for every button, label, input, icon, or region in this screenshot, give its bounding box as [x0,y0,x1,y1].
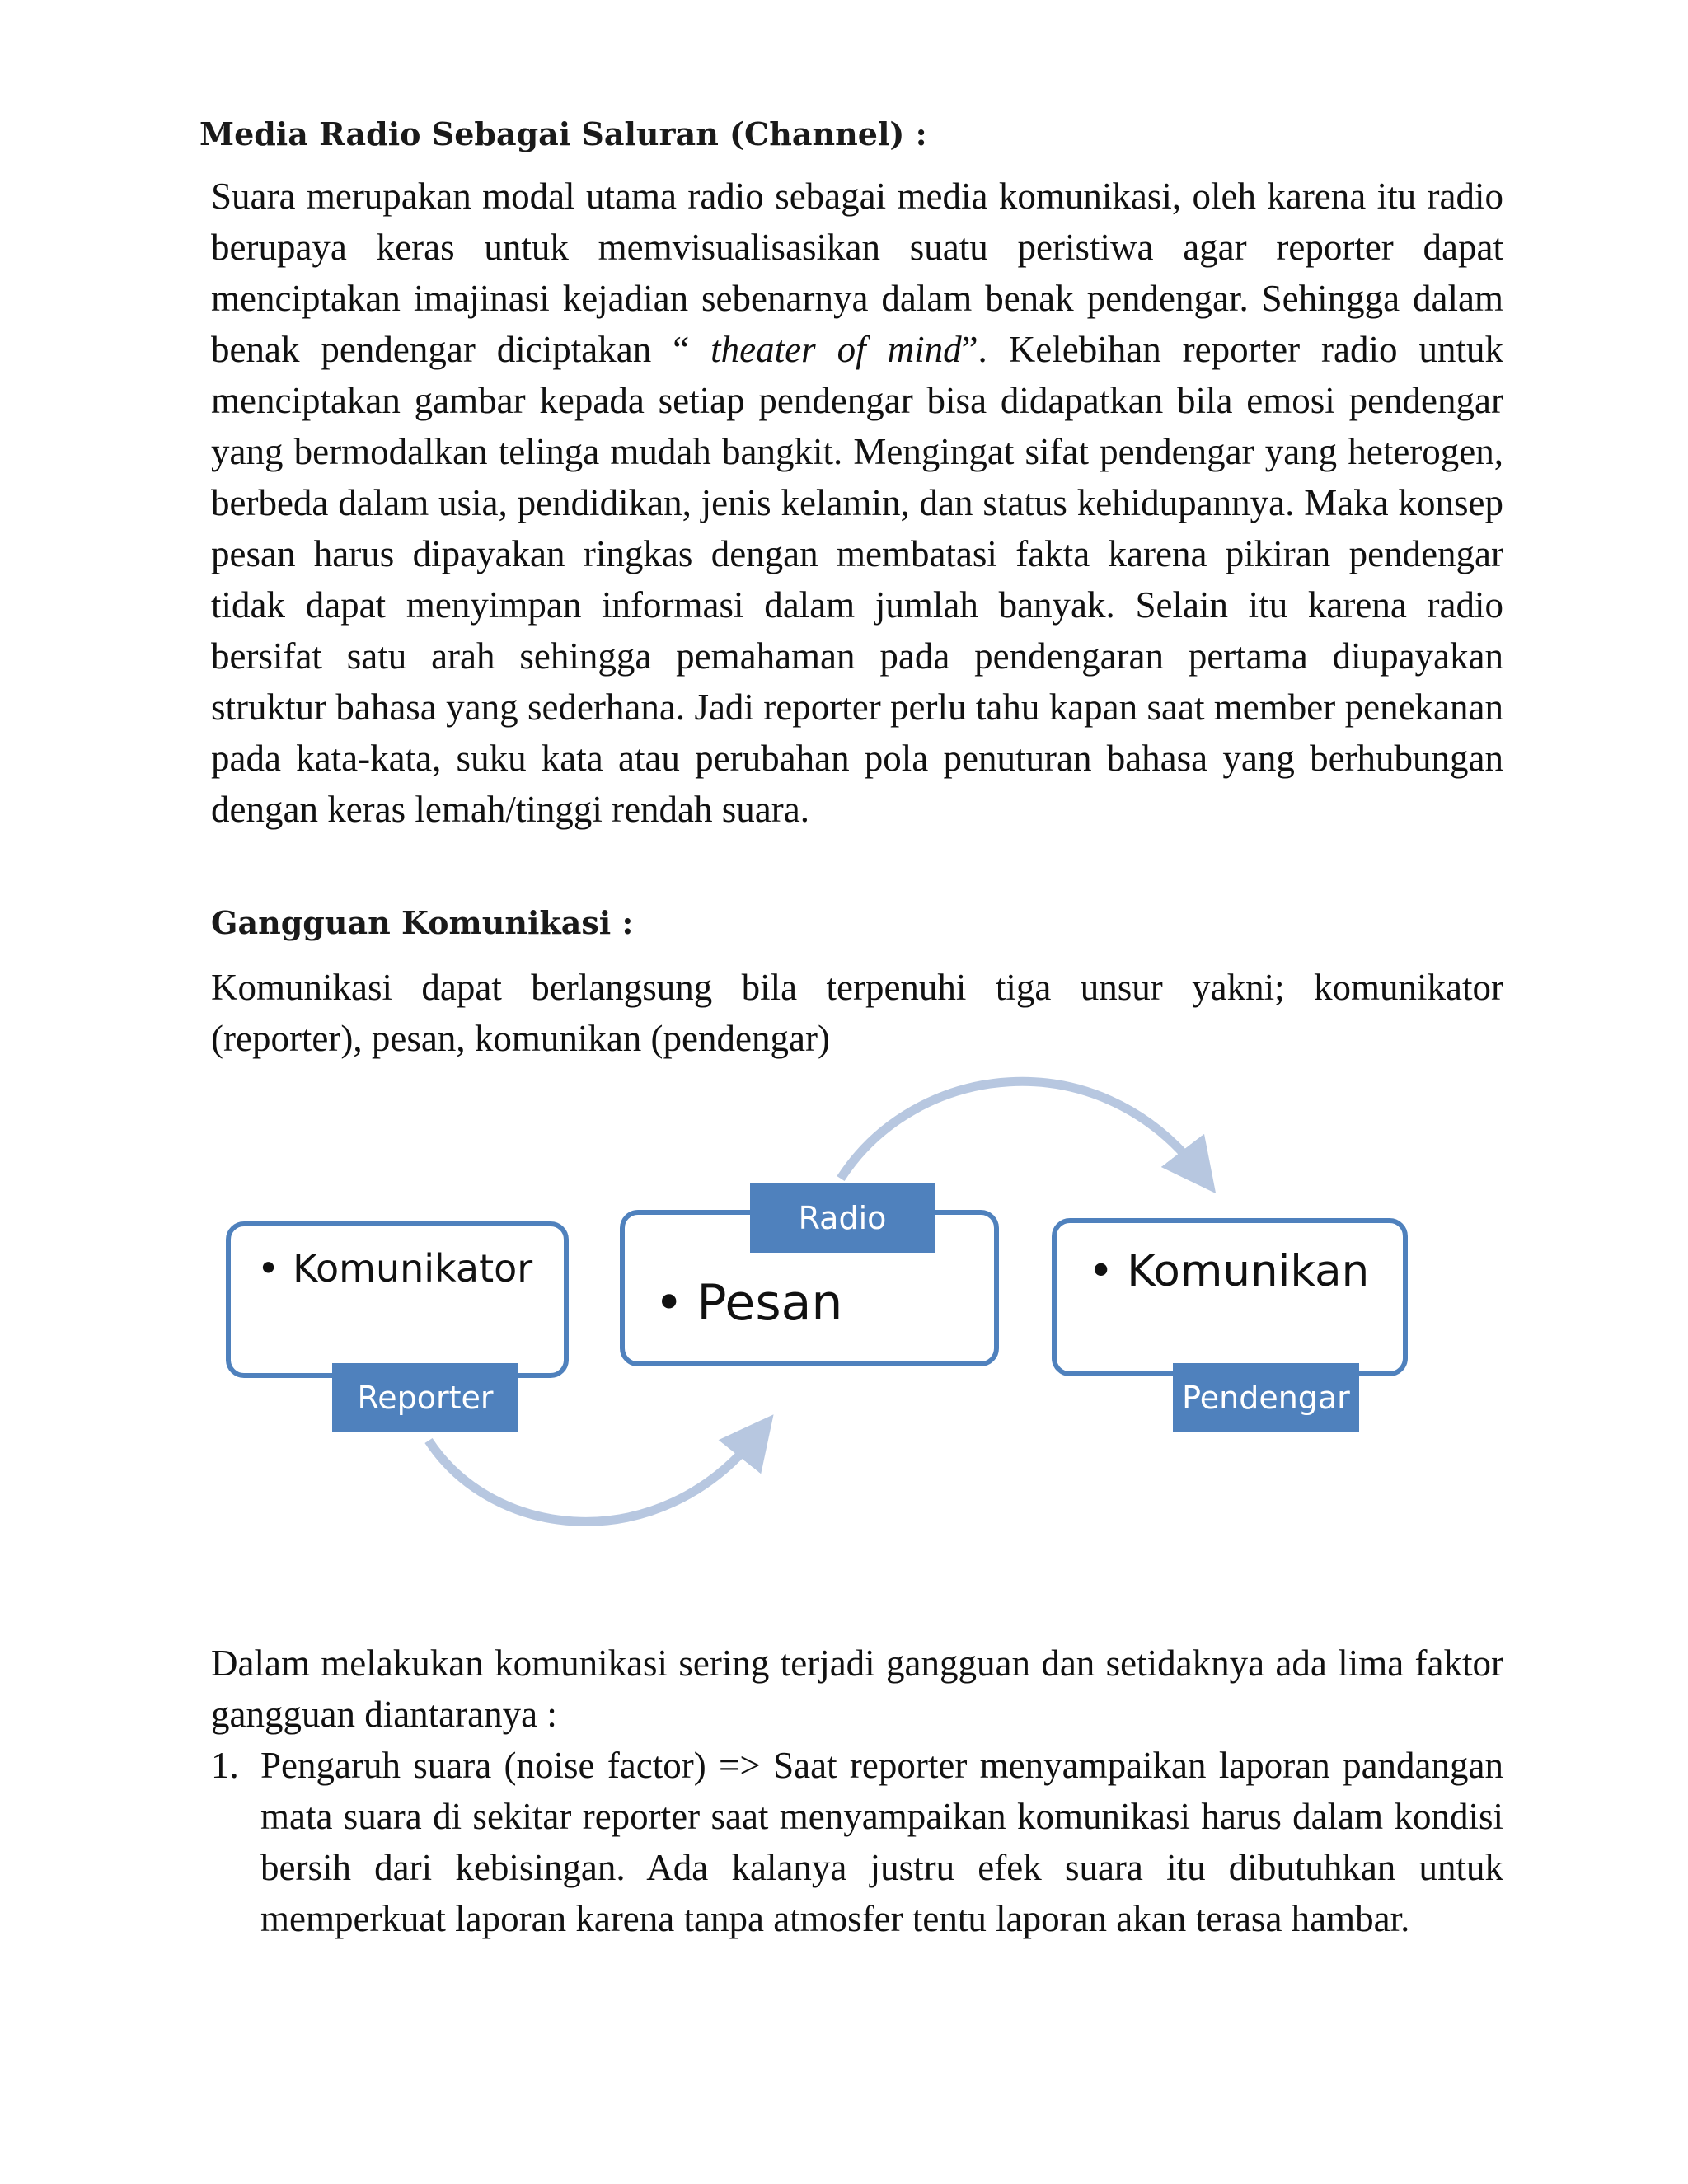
paragraph-text-part: ”. Kelebihan reporter radio untuk menciptakan gambar kepada setiap pendengar bisa didapatkan bila emosi pendengar yang bermodalkan telinga mudah bangkit. Mengingat sifat pendengar yang heterogen, berbeda dalam usia, pendidikan, jenis kelamin, dan status kehidupannya. Maka konsep pesan harus dipayakan ringkas dengan membatasi fakta karena pikiran pendengar tidak dapat menyimpan informasi dalam jumlah banyak. Selain itu karena radio bersifat satu arah sehingga pemahaman pada pendengaran pertama diupayakan struktur bahasa yang sederhana. Jadi reporter perlu tahu kapan saat member penekanan pada kata-kata, suku kata atau perubahan pola penuturan bahasa yang berhubungan dengan keras lemah/tinggi rendah suara. [211,329,1503,830]
node-label-komunikator: Komunikator [293,1246,533,1291]
node-label-pesan: Pesan [696,1274,843,1332]
paragraph-gangguan-intro: Komunikasi dapat berlangsung bila terpenuhi tiga unsur yakni; komunikator (reporter), pesan, komunikan (pendengar) [211,967,1503,1059]
paragraph-media-radio [211,171,1503,835]
tag-pendengar: Pendengar [1173,1363,1359,1432]
bullet-icon: • [654,1274,684,1332]
section-heading-media-radio: Media Radio Sebagai Saluran (Channel) : [199,115,927,152]
gangguan-factor-list [211,1740,1503,1944]
bullet-icon: • [1088,1246,1114,1296]
node-komunikan [1052,1218,1408,1376]
section-heading-gangguan: Gangguan Komunikasi : [211,904,634,941]
list-item-number: 1. [211,1745,239,1786]
list-item [211,1740,1503,1944]
communication-diagram [0,1047,1688,1558]
arrow-radio-to-komunikan [841,1081,1199,1179]
italic-phrase: theater of mind [710,329,962,370]
list-item-text: Pengaruh suara (noise factor) => Saat reporter menyampaikan laporan pandangan mata suara di sekitar reporter saat menyampaikan komunikasi harus dalam kondisi bersih dari kebisingan. Ada kalanya justru efek suara itu dibutuhkan untuk memperkuat laporan karena tanpa atmosfer tentu laporan akan terasa hambar. [260,1745,1503,1939]
arrow-reporter-to-pesan [429,1436,757,1521]
node-label-komunikan: Komunikan [1127,1246,1370,1296]
paragraph-text-part: Suara merupakan modal utama radio sebagai media komunikasi, oleh karena itu radio berupaya keras untuk memvisualisasikan suatu peristiwa agar reporter dapat menciptakan imajinasi kejadian sebenarnya dalam benak pendengar. Sehingga dalam benak pendengar diciptakan “ [211,176,1503,370]
bullet-icon: • [257,1246,280,1291]
tag-reporter: Reporter [332,1363,518,1432]
paragraph-gangguan-faktor: Dalam melakukan komunikasi sering terjadi gangguan dan setidaknya ada lima faktor gangguan diantaranya : [211,1643,1503,1735]
tag-radio: Radio [750,1183,935,1253]
node-komunikator [226,1221,569,1378]
